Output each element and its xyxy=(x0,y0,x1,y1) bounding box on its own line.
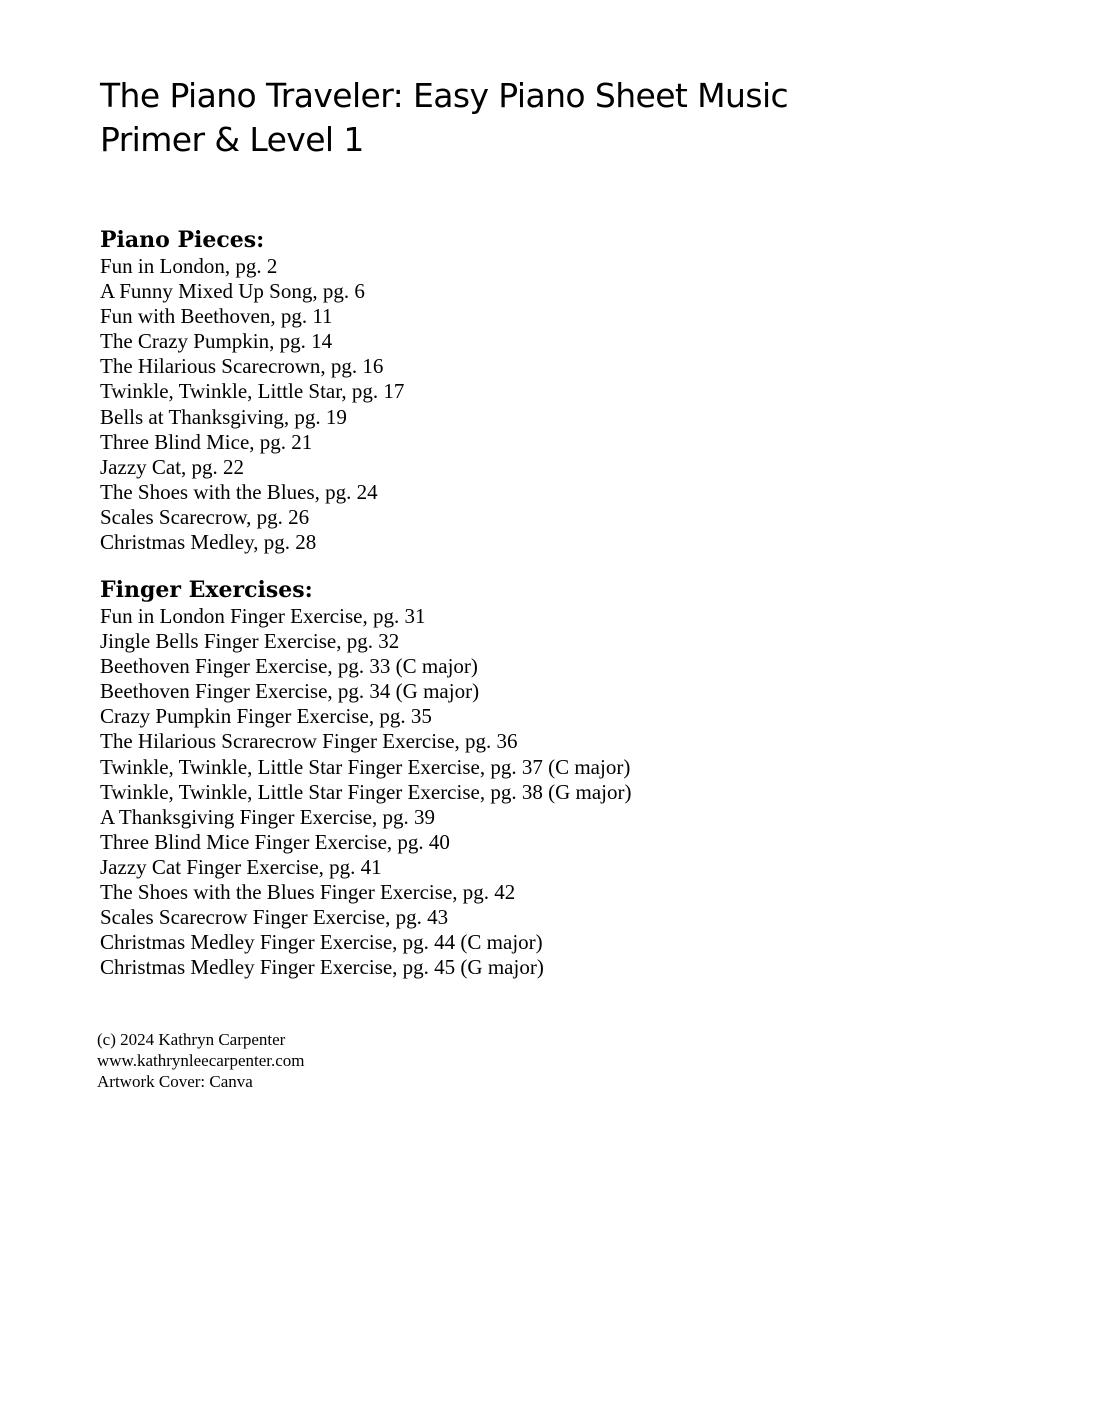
piano-piece-item: Bells at Thanksgiving, pg. 19 xyxy=(100,404,347,429)
piano-pieces-section xyxy=(100,226,404,555)
website-text: www.kathrynleecarpenter.com xyxy=(97,1051,305,1070)
finger-exercise-item: Twinkle, Twinkle, Little Star Finger Exercise, pg. 38 (G major) xyxy=(100,779,632,804)
piano-pieces-heading: Piano Pieces: xyxy=(100,227,265,253)
finger-exercise-item: The Hilarious Scrarecrow Finger Exercise, pg. 36 xyxy=(100,729,518,754)
piano-piece-item: Three Blind Mice, pg. 21 xyxy=(100,429,313,454)
finger-exercises-heading: Finger Exercises: xyxy=(100,577,313,603)
piano-piece-item: Fun with Beethoven, pg. 11 xyxy=(100,304,333,329)
piano-piece-item: Fun in London, pg. 2 xyxy=(100,254,278,278)
piano-piece-item: A Funny Mixed Up Song, pg. 6 xyxy=(100,279,365,304)
piano-piece-item: Christmas Medley, pg. 28 xyxy=(100,530,317,555)
page-title xyxy=(100,74,788,162)
finger-exercise-item: Fun in London Finger Exercise, pg. 31 xyxy=(100,604,426,628)
piano-piece-item: The Crazy Pumpkin, pg. 14 xyxy=(100,329,333,354)
finger-exercise-item: Scales Scarecrow Finger Exercise, pg. 43 xyxy=(100,905,449,930)
finger-exercise-item: Christmas Medley Finger Exercise, pg. 45 (G major) xyxy=(100,955,544,980)
finger-exercises-section xyxy=(100,576,631,980)
finger-exercise-item: Twinkle, Twinkle, Little Star Finger Exercise, pg. 37 (C major) xyxy=(100,754,631,779)
finger-exercise-item: Beethoven Finger Exercise, pg. 34 (G major) xyxy=(100,679,480,704)
title-line-2: Primer & Level 1 xyxy=(100,120,364,159)
copyright-text: (c) 2024 Kathryn Carpenter xyxy=(97,1030,286,1049)
piano-pieces-list xyxy=(100,254,404,555)
finger-exercise-item: Jingle Bells Finger Exercise, pg. 32 xyxy=(100,629,400,654)
piano-piece-item: The Shoes with the Blues, pg. 24 xyxy=(100,479,378,504)
piano-piece-item: The Hilarious Scarecrown, pg. 16 xyxy=(100,354,384,379)
piano-piece-item: Jazzy Cat, pg. 22 xyxy=(100,454,245,479)
finger-exercise-item: Three Blind Mice Finger Exercise, pg. 40 xyxy=(100,829,450,854)
finger-exercise-item: The Shoes with the Blues Finger Exercise, pg. 42 xyxy=(100,880,516,905)
title-line-1: The Piano Traveler: Easy Piano Sheet Music xyxy=(100,76,789,115)
finger-exercise-item: Christmas Medley Finger Exercise, pg. 44 (C major) xyxy=(100,930,543,955)
piano-piece-item: Scales Scarecrow, pg. 26 xyxy=(100,504,310,529)
finger-exercise-item: Crazy Pumpkin Finger Exercise, pg. 35 xyxy=(100,704,432,729)
footer xyxy=(97,1029,305,1092)
finger-exercise-item: Beethoven Finger Exercise, pg. 33 (C major) xyxy=(100,654,478,679)
artwork-credit: Artwork Cover: Canva xyxy=(97,1072,253,1091)
finger-exercise-item: A Thanksgiving Finger Exercise, pg. 39 xyxy=(100,804,435,829)
finger-exercises-list xyxy=(100,604,631,980)
piano-piece-item: Twinkle, Twinkle, Little Star, pg. 17 xyxy=(100,379,405,404)
finger-exercise-item: Jazzy Cat Finger Exercise, pg. 41 xyxy=(100,854,382,879)
